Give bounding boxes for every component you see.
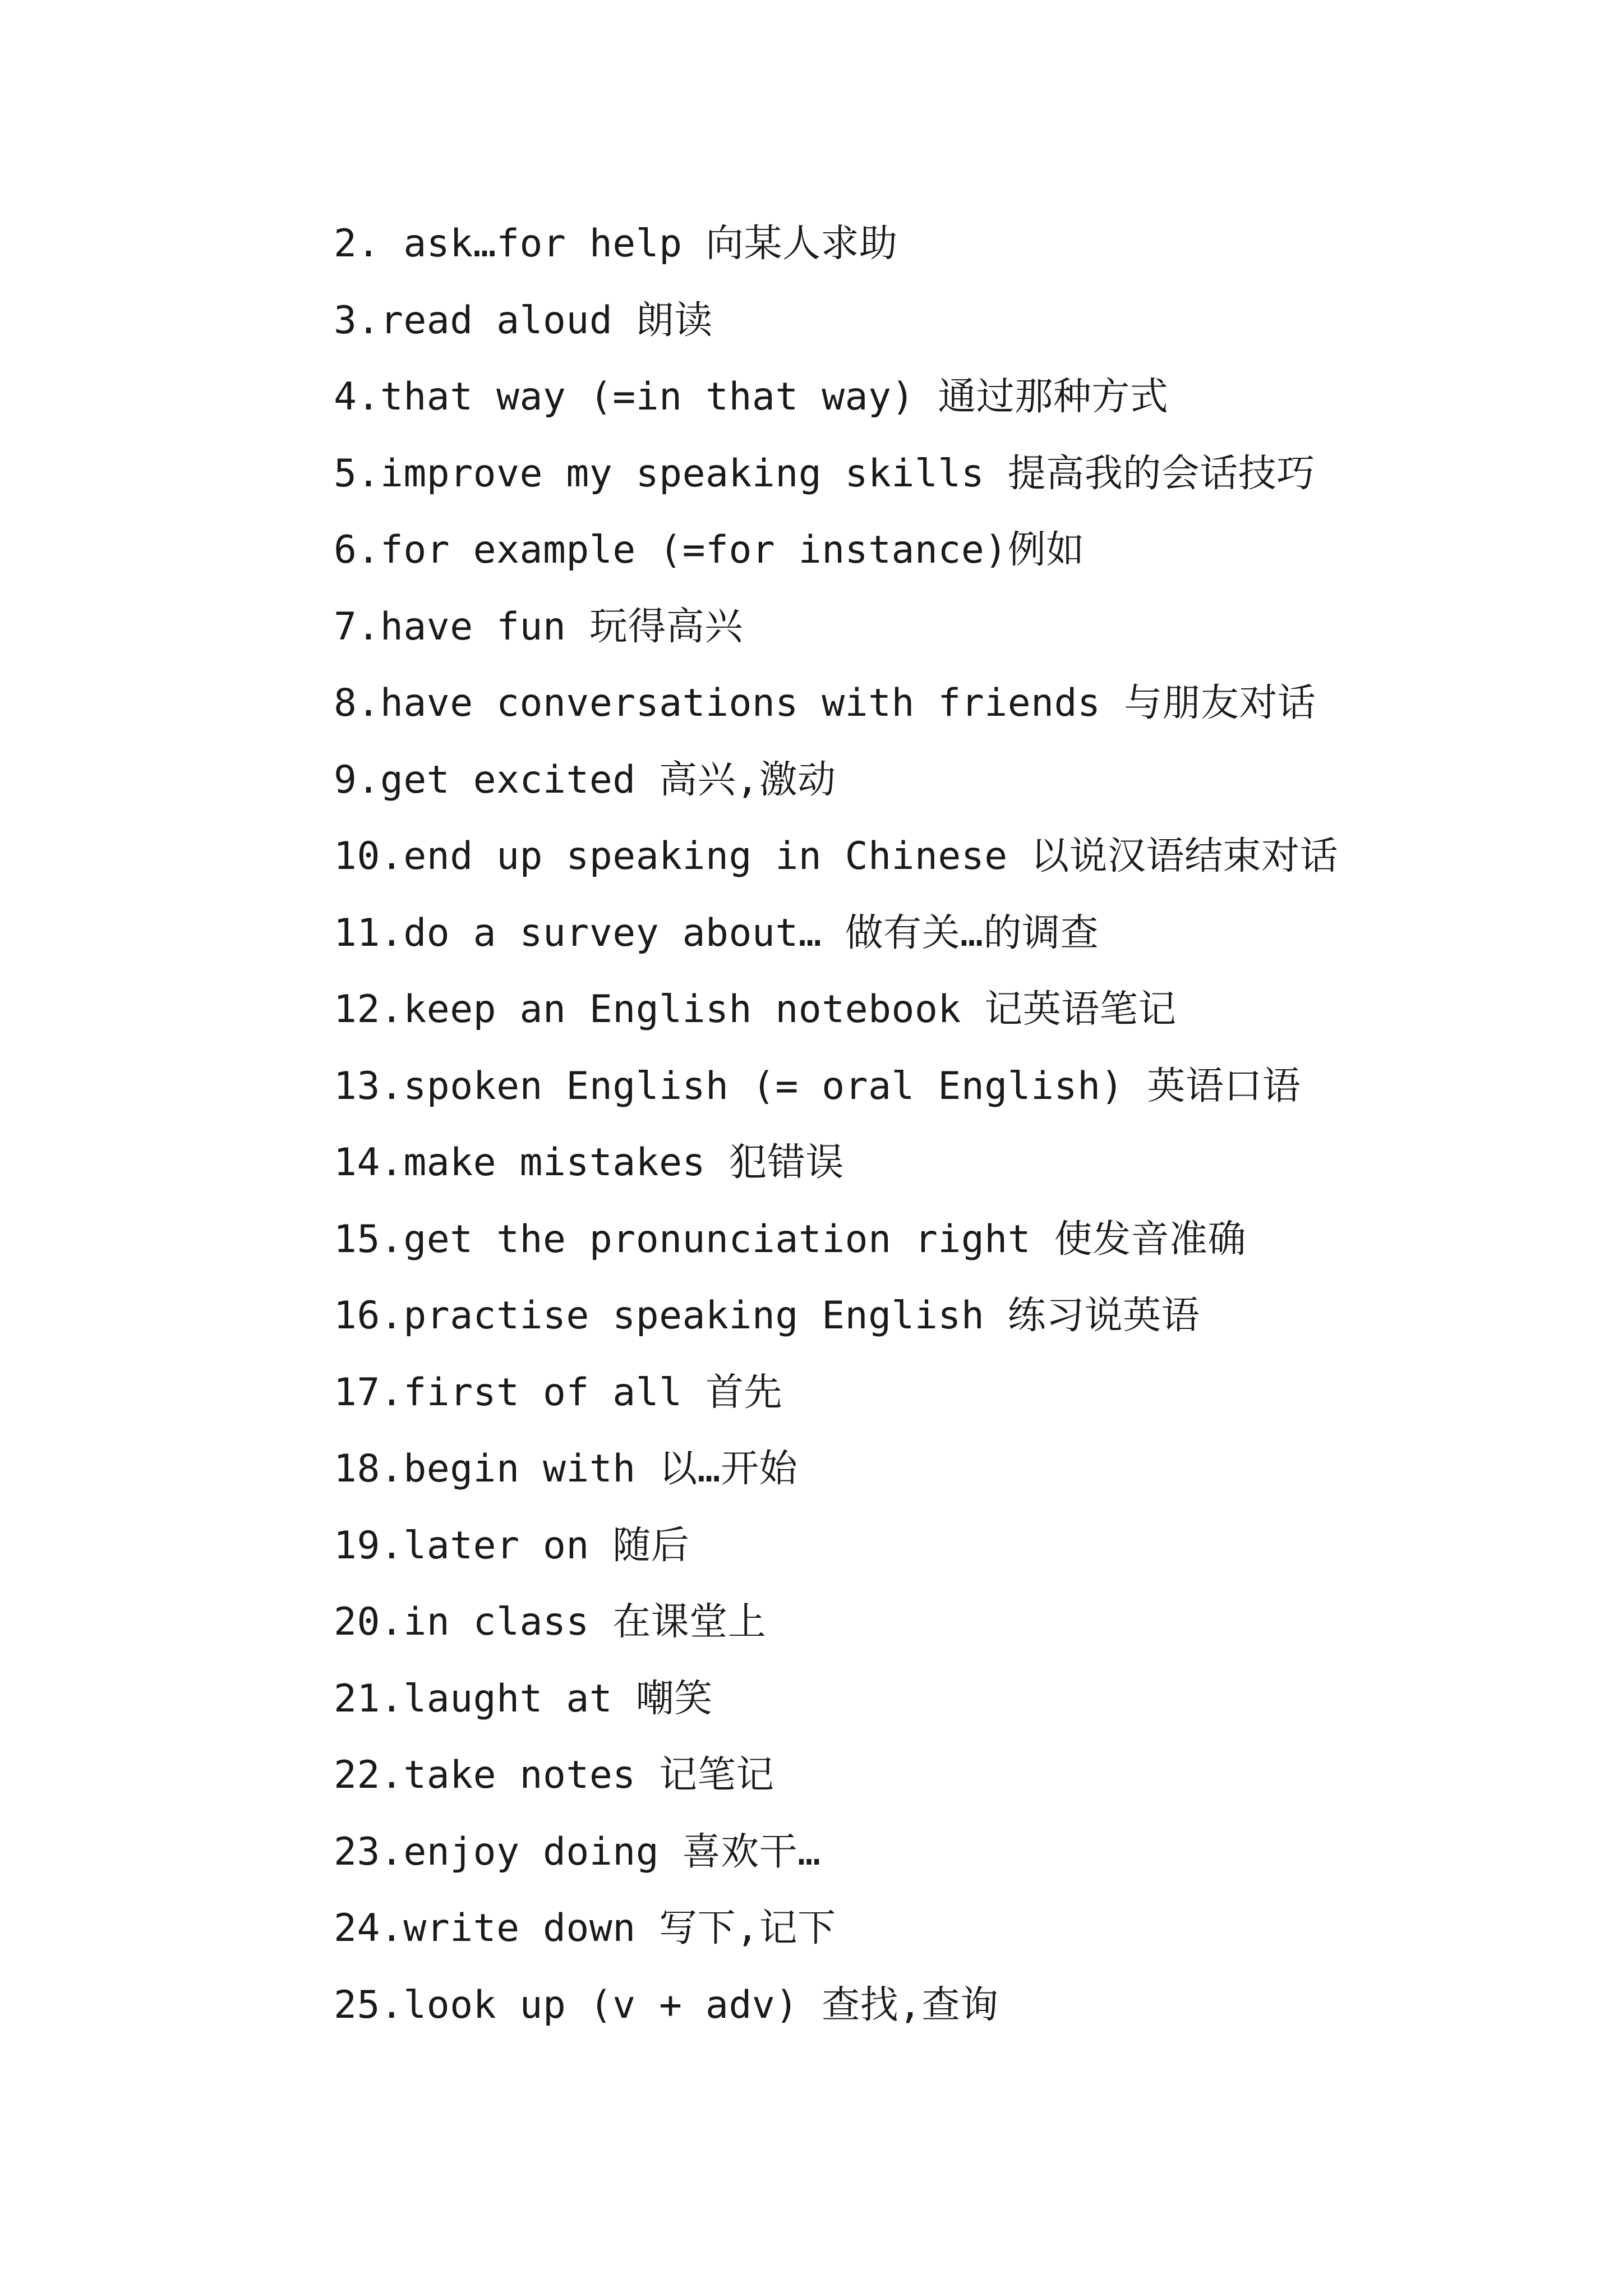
phrase-item: 11.do a survey about… 做有关…的调查 xyxy=(334,910,1099,955)
phrase-item: 14.make mistakes 犯错误 xyxy=(334,1140,844,1185)
phrase-item: 25.look up (v + adv) 查找,查询 xyxy=(334,1982,999,2027)
phrase-item: 21.laught at 嘲笑 xyxy=(334,1676,713,1721)
phrase-item: 23.enjoy doing 喜欢干… xyxy=(334,1829,821,1874)
phrase-item: 2. ask…for help 向某人求助 xyxy=(334,222,898,266)
phrase-item: 16.practise speaking English 练习说英语 xyxy=(334,1294,1200,1338)
phrase-item: 7.have fun 玩得高兴 xyxy=(334,604,743,649)
phrase-item: 19.later on 随后 xyxy=(334,1523,690,1568)
phrase-item: 17.first of all 首先 xyxy=(334,1370,783,1415)
phrase-item: 15.get the pronunciation right 使发音准确 xyxy=(334,1217,1247,1262)
phrase-item: 3.read aloud 朗读 xyxy=(334,298,713,343)
phrase-item: 13.spoken English (= oral English) 英语口语 xyxy=(334,1064,1301,1108)
phrase-item: 18.begin with 以…开始 xyxy=(334,1447,798,1491)
phrase-item: 24.write down 写下,记下 xyxy=(334,1906,836,1950)
phrase-item: 10.end up speaking in Chinese 以说汉语结束对话 xyxy=(334,834,1339,878)
phrase-item: 5.improve my speaking skills 提高我的会话技巧 xyxy=(334,451,1315,496)
phrase-item: 12.keep an English notebook 记英语笔记 xyxy=(334,987,1177,1032)
phrase-item: 8.have conversations with friends 与朋友对话 xyxy=(334,681,1316,725)
phrase-item: 9.get excited 高兴,激动 xyxy=(334,757,836,802)
phrase-list xyxy=(334,216,1511,2054)
phrase-item: 20.in class 在课堂上 xyxy=(334,1600,767,1644)
phrase-item: 4.that way (=in that way) 通过那种方式 xyxy=(334,375,1169,419)
phrase-item: 6.for example (=for instance)例如 xyxy=(334,528,1085,572)
phrase-item: 22.take notes 记笔记 xyxy=(334,1753,774,1797)
